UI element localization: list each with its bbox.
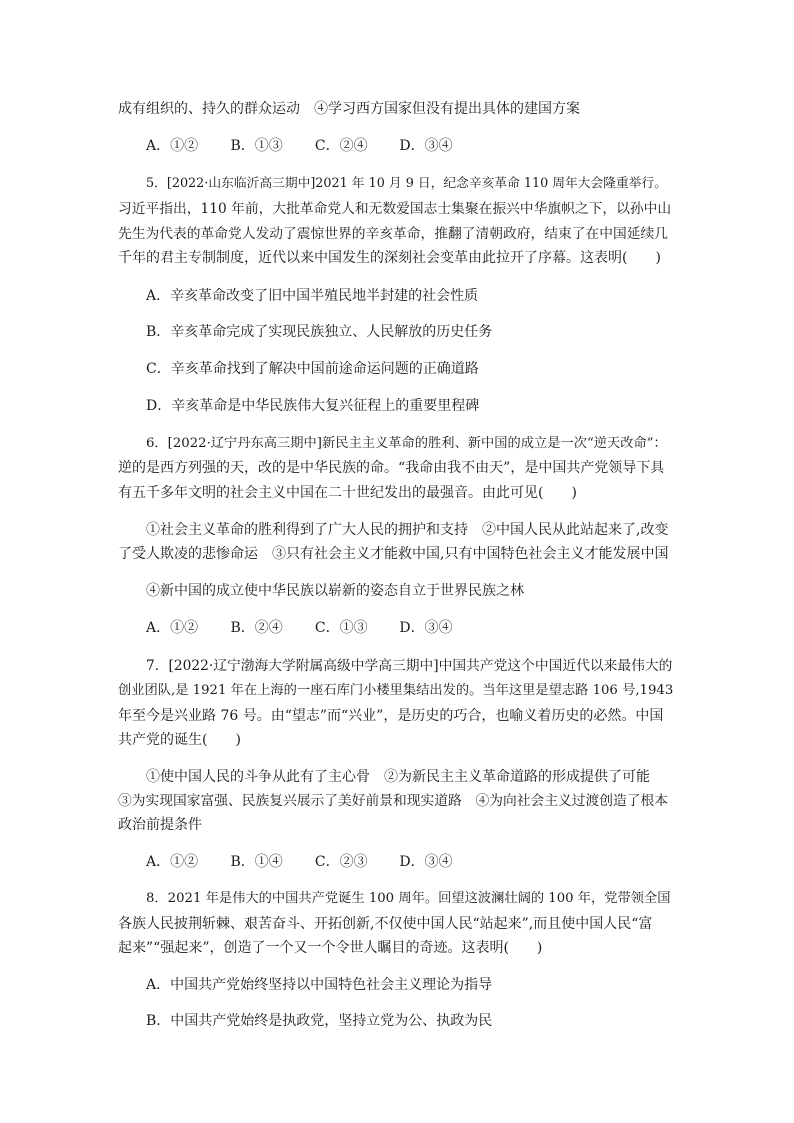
q4-choice-c[interactable]: C．②④ xyxy=(314,138,368,154)
q7-choice-d[interactable]: D．③④ xyxy=(399,854,453,870)
q4-choice-d[interactable]: D．③④ xyxy=(399,138,453,154)
q7-stem-line-4: 共产党的诞生( ) xyxy=(118,732,241,748)
q7-statements-line-2: ③为实现国家富强、民族复兴展示了美好前景和现实道路 ④为向社会主义过渡创造了根本 xyxy=(118,793,669,809)
q6-stem-line-1: 6．[2022·辽宁丹东高三期中]新民主主义革命的胜利、新中国的成立是一次“逆天改命”： xyxy=(146,436,667,451)
q5-option-c[interactable]: C．辛亥革命找到了解决中国前途命运问题的正确道路 xyxy=(146,361,479,377)
q5-stem-line-3: 先生为代表的革命党人发动了震惊世界的辛亥革命，推翻了清朝政府，结束了在中国延续几 xyxy=(118,226,669,242)
q8-stem-line-3: 起来”“强起来”，创造了一个又一个令世人瞩目的奇迹。这表明( ) xyxy=(118,940,543,956)
q6-answer-choices xyxy=(146,619,453,637)
q7-answer-choices xyxy=(146,853,453,871)
q5-stem-line-2: 习近平指出，110 年前，大批革命党人和无数爱国志士集聚在振兴中华旗帜之下，以孙中山 xyxy=(118,201,672,217)
q7-statements-line-3: 政治前提条件 xyxy=(118,817,202,833)
q7-statements-line-1: ①使中国人民的斗争从此有了主心骨 ②为新民主主义革命道路的形成提供了可能 xyxy=(146,769,650,785)
q6-statements-line-1: ①社会主义革命的胜利得到了广大人民的拥护和支持 ②中国人民从此站起来了,改变 xyxy=(146,522,669,538)
q6-choice-d[interactable]: D．③④ xyxy=(399,620,453,636)
q6-stem-line-2: 逆的是西方列强的天，改的是中华民族的命。“我命由我不由天”，是中国共产党领导下具 xyxy=(118,460,665,476)
q6-choice-b[interactable]: B．②④ xyxy=(230,620,283,636)
q6-choice-c[interactable]: C．①③ xyxy=(314,620,368,636)
q5-option-b[interactable]: B．辛亥革命完成了实现民族独立、人民解放的历史任务 xyxy=(146,324,493,340)
q5-option-a[interactable]: A．辛亥革命改变了旧中国半殖民地半封建的社会性质 xyxy=(146,288,479,304)
q7-choice-c[interactable]: C．②③ xyxy=(314,854,368,870)
q7-stem-line-3: 年至今是兴业路 76 号。由“望志”而“兴业”，是历史的巧合，也喻义着历史的必然。中国 xyxy=(118,708,664,724)
q4-choice-a[interactable]: A．①② xyxy=(146,138,199,154)
q7-choice-b[interactable]: B．①④ xyxy=(230,854,283,870)
q7-choice-a[interactable]: A．①② xyxy=(146,854,199,870)
q7-stem-line-2: 创业团队,是 1921 年在上海的一座石库门小楼里集结出发的。当年这里是望志路 106 号,1943 xyxy=(118,683,674,698)
q4-option-4-continued: 成有组织的、持久的群众运动 ④学习西方国家但没有提出具体的建国方案 xyxy=(118,101,580,117)
q8-stem-line-1: 8．2021 年是伟大的中国共产党诞生 100 周年。回望这波澜壮阔的 100 年，党带领全国 xyxy=(146,891,671,906)
q6-statement-4: ④新中国的成立使中华民族以崭新的姿态自立于世界民族之林 xyxy=(146,583,524,599)
q8-option-a[interactable]: A．中国共产党始终坚持以中国特色社会主义理论为指导 xyxy=(146,977,493,993)
q6-choice-a[interactable]: A．①② xyxy=(146,620,199,636)
q5-stem-line-4: 千年的君主专制制度，近代以来中国发生的深刻社会变革由此拉开了序幕。这表明( ) xyxy=(118,250,661,266)
q8-stem-line-2: 各族人民披荆斩棘、艰苦奋斗、开拓创新,不仅使中国人民“站起来”,而且使中国人民“富 xyxy=(118,916,653,932)
q6-statements-line-2: 了受人欺凌的悲惨命运 ③只有社会主义才能救中国,只有中国特色社会主义才能发展中国 xyxy=(118,546,669,562)
q5-stem-line-1: 5．[2022·山东临沂高三期中]2021 年 10 月 9 日，纪念辛亥革命 110 周年大会隆重举行。 xyxy=(146,176,668,191)
q5-option-d[interactable]: D．辛亥革命是中华民族伟大复兴征程上的重要里程碑 xyxy=(146,398,480,414)
q8-option-b[interactable]: B．中国共产党始终是执政党，坚持立党为公、执政为民 xyxy=(146,1013,493,1029)
q4-choice-b[interactable]: B．①③ xyxy=(230,138,283,154)
q6-stem-line-3: 有五千多年文明的社会主义中国在二十世纪发出的最强音。由此可见( ) xyxy=(118,485,577,501)
q4-answer-choices xyxy=(146,137,453,155)
q7-stem-line-1: 7．[2022·辽宁渤海大学附属高级中学高三期中]中国共产党这个中国近代以来最伟大的 xyxy=(146,658,673,674)
